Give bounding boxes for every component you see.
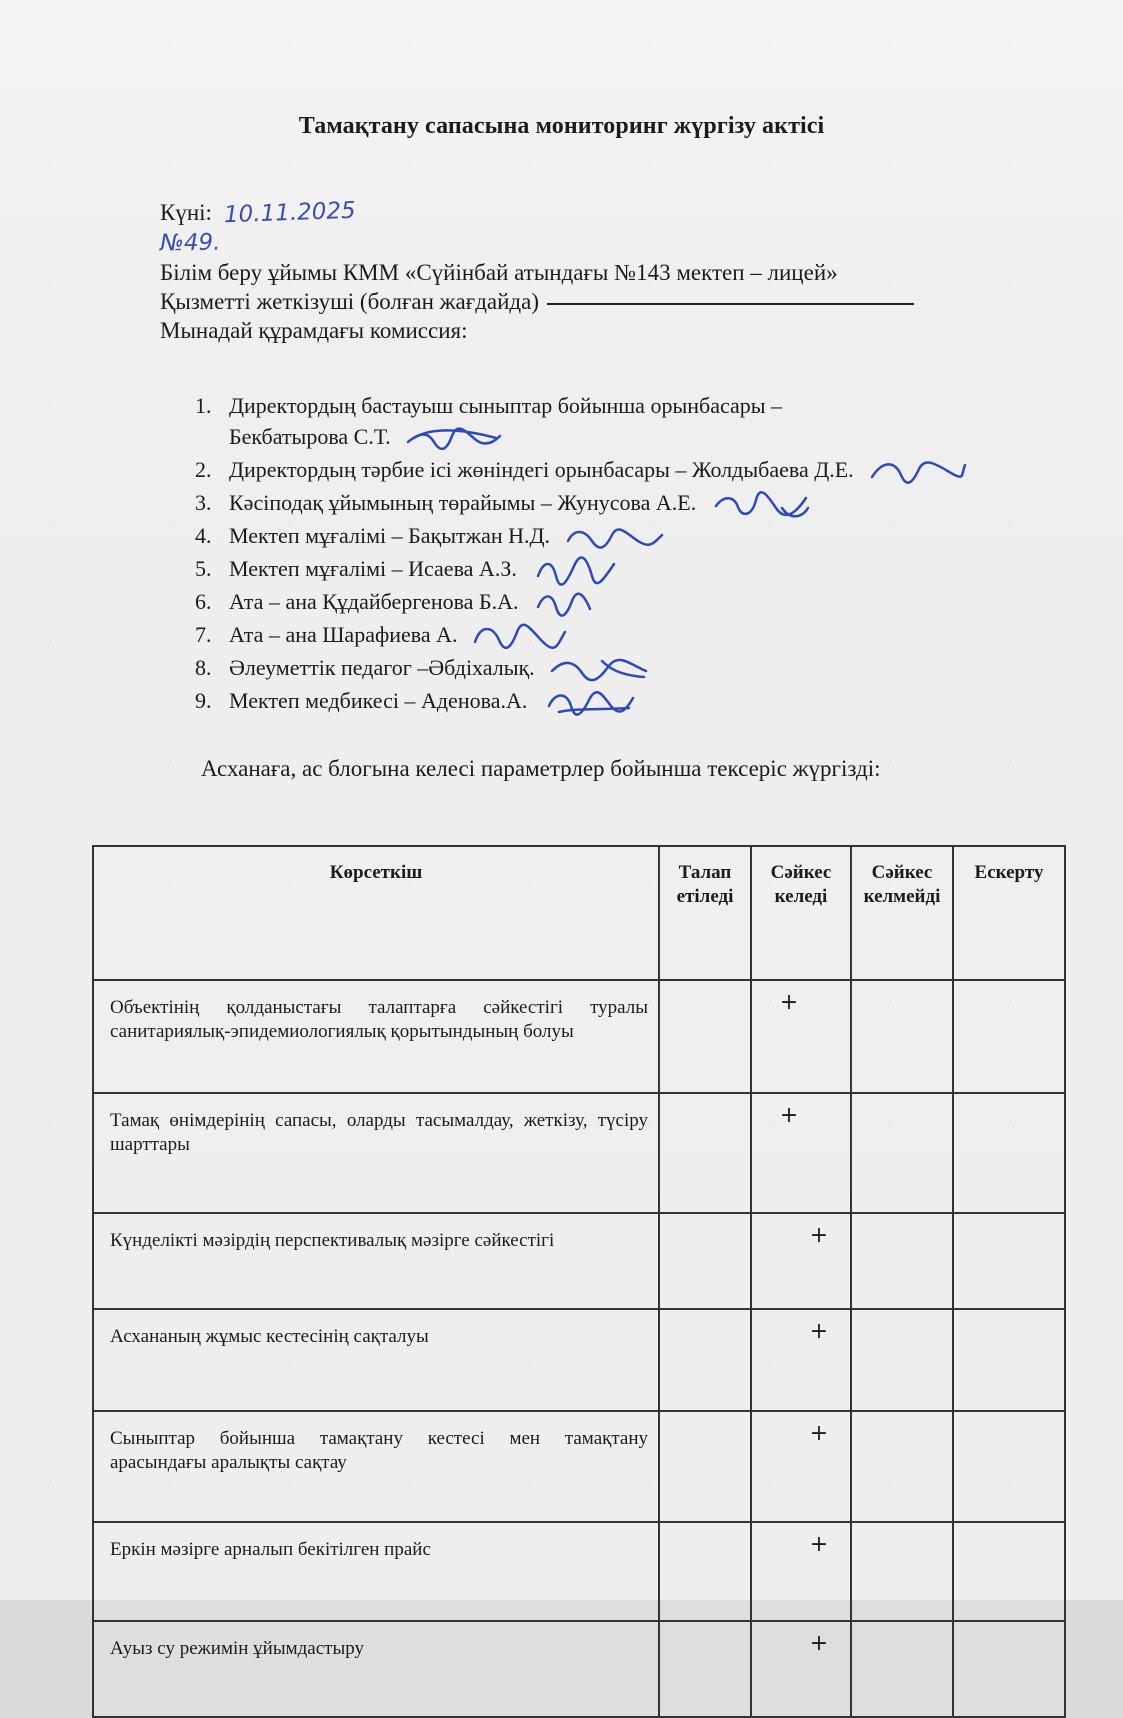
commission-member-2 [195, 454, 1055, 487]
signature-icon [548, 655, 648, 685]
compliant-cell: + [751, 1309, 851, 1411]
compliant-cell: + [751, 1522, 851, 1621]
indicator-cell [93, 1522, 659, 1621]
organization-line [160, 258, 1010, 287]
indicator-text: Тамақ өнімдерінің сапасы, оларды тасымалдау, жеткізу, түсіру шарттары [110, 1110, 648, 1155]
indicator-cell [93, 1093, 659, 1213]
commission-text-5 [229, 553, 1019, 586]
indicator-text: Еркін мәзірге арналып бекітілген прайс [110, 1539, 431, 1560]
commission-member-4 [195, 520, 1055, 553]
note-cell [953, 1621, 1065, 1717]
commission-member-8 [195, 652, 1055, 685]
commission-member-6 [195, 586, 1055, 619]
note-cell [953, 1309, 1065, 1411]
service-provider-blank-line [547, 303, 914, 305]
indicator-cell [93, 1621, 659, 1717]
date-line [160, 198, 1010, 228]
commission-text-6 [229, 586, 1019, 619]
table-row [93, 1621, 1065, 1717]
indicator-cell [93, 1309, 659, 1411]
indicator-text: Ауыз су режимін ұйымдастыру [110, 1638, 364, 1659]
indicator-text: Сыныптар бойынша тамақтану кестесі мен тамақтану арасындағы аралықты сақтау [110, 1428, 648, 1473]
signature-icon [530, 556, 630, 586]
required-cell [659, 1522, 751, 1621]
header-note: Ескерту [953, 846, 1065, 980]
commission-member-6-line-1: Ата – ана Құдайбергенова Б.А. [229, 588, 519, 614]
indicator-text: Асхананың жұмыс кестесінің сақталуы [110, 1326, 429, 1347]
document-number: №49. [159, 229, 221, 257]
table-row [93, 1522, 1065, 1621]
commission-member-4-line-1: Мектеп мұғалімі – Бақытжан Н.Д. [229, 522, 550, 548]
commission-member-1-line-2: Бекбатырова С.Т. [229, 424, 391, 449]
indicator-cell [93, 980, 659, 1093]
signature-icon [471, 622, 571, 652]
table-row [93, 1093, 1065, 1213]
commission-text-1 [229, 390, 1019, 454]
noncompliant-cell [851, 1309, 953, 1411]
header-required: Талап етіледі [659, 846, 751, 980]
commission-number-2: 2. [195, 456, 212, 482]
organization-name: Білім беру ұйымы КММ «Сүйінбай атындағы №143 мектеп – лицей» [160, 260, 838, 285]
commission-member-2-line-1: Директордың тәрбие ісі жөніндегі орынбасары – Жолдыбаева Д.Е. [229, 456, 854, 482]
commission-number-6: 6. [195, 588, 212, 614]
commission-number-8: 8. [195, 654, 212, 680]
table-row [93, 980, 1065, 1093]
commission-number-4: 4. [195, 522, 212, 548]
table-header-row [93, 846, 1065, 980]
noncompliant-cell [851, 1411, 953, 1522]
table-row [93, 1411, 1065, 1522]
document-meta [160, 198, 1010, 345]
commission-number-1: 1. [195, 393, 212, 418]
commission-number-7: 7. [195, 621, 212, 647]
noncompliant-cell [851, 1621, 953, 1717]
commission-text-3 [229, 487, 1019, 520]
indicator-text: Объектінің қолданыстағы талаптарға сәйкестігі туралы санитариялық-эпидемиологиялық қорытындының болуы [110, 997, 648, 1042]
header-indicator: Көрсеткіш [93, 846, 659, 980]
required-cell [659, 1309, 751, 1411]
commission-member-7 [195, 619, 1055, 652]
table-row [93, 1309, 1065, 1411]
note-cell [953, 980, 1065, 1093]
commission-member-3 [195, 487, 1055, 520]
commission-member-9 [195, 685, 1055, 718]
number-line [160, 228, 1010, 258]
date-label: Күні: [160, 200, 212, 225]
header-noncompliant: Сәйкес келмейді [851, 846, 953, 980]
signature-icon [867, 457, 967, 487]
signature-icon [532, 589, 632, 619]
service-provider-line [160, 287, 1010, 316]
note-cell [953, 1411, 1065, 1522]
commission-text-4 [229, 520, 1019, 553]
noncompliant-cell [851, 1522, 953, 1621]
note-cell [953, 1213, 1065, 1309]
note-cell [953, 1093, 1065, 1213]
commission-number-5: 5. [195, 555, 212, 581]
required-cell [659, 1621, 751, 1717]
service-provider-label: Қызметті жеткізуші (болған жағдайда) [160, 289, 539, 314]
commission-member-1-line-1: Директордың бастауыш сыныптар бойынша орынбасары – [229, 393, 783, 418]
commission-text-8 [229, 652, 1019, 685]
commission-label-line [160, 316, 1010, 345]
signature-icon [710, 490, 810, 520]
commission-member-1 [195, 390, 1055, 454]
compliant-cell: + [751, 1621, 851, 1717]
noncompliant-cell [851, 980, 953, 1093]
noncompliant-cell [851, 1093, 953, 1213]
commission-text-2 [229, 454, 1019, 487]
table-row [93, 1213, 1065, 1309]
commission-number-9: 9. [195, 687, 212, 713]
compliant-cell: + [751, 1411, 851, 1522]
commission-number-3: 3. [195, 489, 212, 515]
note-cell [953, 1522, 1065, 1621]
document-title: Тамақтану сапасына мониторинг жүргізу актісі [298, 113, 825, 139]
date-value: 10.11.2025 [223, 197, 356, 229]
compliant-cell: + [751, 1093, 851, 1213]
required-cell [659, 1093, 751, 1213]
commission-member-3-line-1: Кәсіподақ ұйымының төрайымы – Жунусова А.Е. [229, 489, 697, 515]
signature-icon [404, 424, 504, 454]
compliant-cell: + [751, 980, 851, 1093]
commission-member-7-line-1: Ата – ана Шарафиева А. [229, 621, 458, 647]
signature-icon [541, 688, 641, 718]
commission-text-9 [229, 685, 1019, 718]
compliant-cell: + [751, 1213, 851, 1309]
indicator-cell [93, 1213, 659, 1309]
header-compliant: Сәйкес келеді [751, 846, 851, 980]
inspection-lead: Асханаға, ас блогына келесі параметрлер бойынша тексеріс жүргізді: [201, 756, 881, 781]
commission-label: Мынадай құрамдағы комиссия: [160, 318, 468, 343]
inspection-table [92, 845, 1066, 1718]
commission-list [195, 390, 1055, 718]
required-cell [659, 1213, 751, 1309]
commission-text-7 [229, 619, 1019, 652]
required-cell [659, 980, 751, 1093]
indicator-text: Күнделікті мәзірдің перспективалық мәзірге сәйкестігі [110, 1230, 555, 1251]
indicator-cell [93, 1411, 659, 1522]
commission-member-5-line-1: Мектеп мұғалімі – Исаева А.З. [229, 555, 517, 581]
commission-member-8-line-1: Әлеуметтік педагог –Әбдіхалық. [229, 654, 535, 680]
commission-member-5 [195, 553, 1055, 586]
required-cell [659, 1411, 751, 1522]
noncompliant-cell [851, 1213, 953, 1309]
signature-icon [564, 523, 664, 553]
commission-member-9-line-1: Мектеп медбикесі – Аденова.А. [229, 687, 528, 713]
